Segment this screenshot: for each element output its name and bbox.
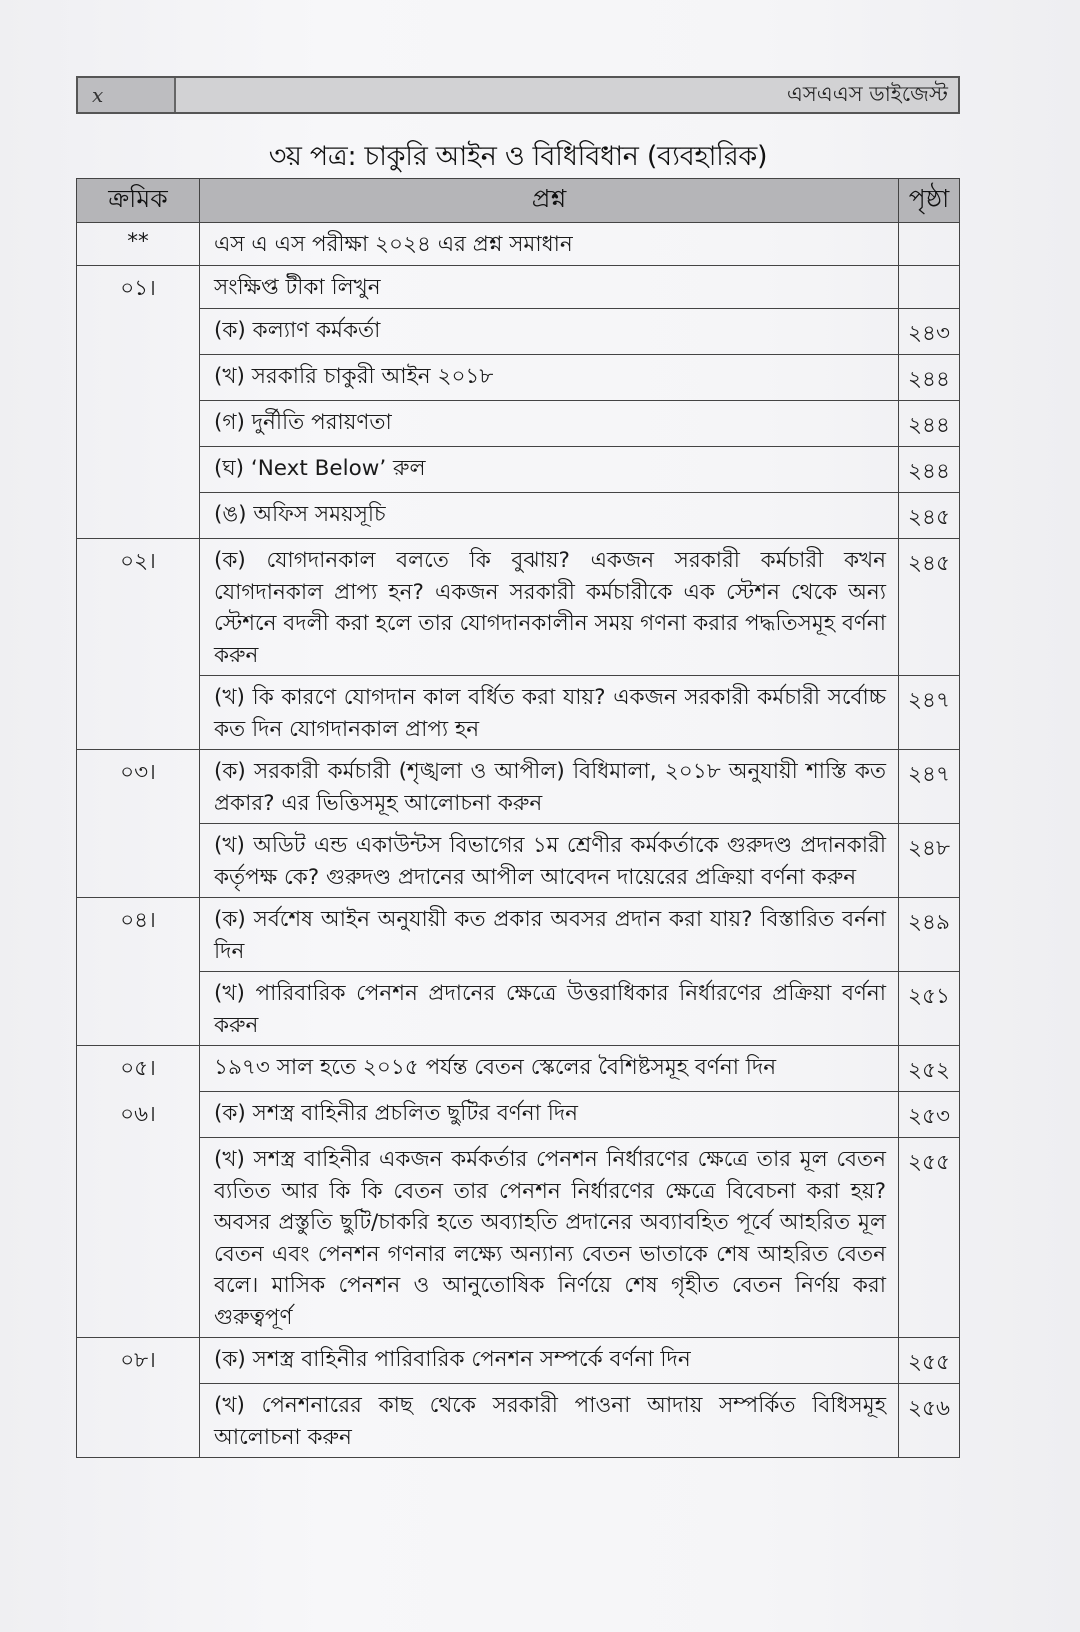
row-serial: ০৪।	[77, 898, 200, 972]
section-title: ৩য় পত্র: চাকুরি আইন ও বিধিবিধান (ব্যবহারিক)	[268, 141, 768, 172]
row-serial: ০৫।	[77, 1046, 200, 1092]
row-serial	[77, 493, 200, 539]
header-question: প্রশ্ন	[200, 179, 899, 223]
row-page: ২৪৭	[899, 750, 960, 824]
row-question: (ঙ) অফিস সময়সূচি	[200, 493, 899, 539]
table-row	[77, 676, 960, 750]
row-serial	[77, 447, 200, 493]
row-serial: ০৮।	[77, 1338, 200, 1384]
row-question: সংক্ষিপ্ত টীকা লিখুন	[200, 265, 899, 309]
table-row	[77, 1338, 960, 1384]
row-page: ২৫৫	[899, 1338, 960, 1384]
row-serial	[77, 972, 200, 1046]
row-page: ২৪৪	[899, 355, 960, 401]
row-question: (খ) পারিবারিক পেনশন প্রদানের ক্ষেত্রে উত্তরাধিকার নির্ধারণের প্রক্রিয়া বর্ণনা করুন	[200, 972, 899, 1046]
book-title: এসএএস ডাইজেস্ট	[786, 81, 948, 106]
running-header	[76, 76, 960, 114]
row-page: ২৫৫	[899, 1138, 960, 1338]
row-serial: **	[77, 223, 200, 266]
row-question: (ক) সশস্ত্র বাহিনীর পারিবারিক পেনশন সম্পর্কে বর্ণনা দিন	[200, 1338, 899, 1384]
row-question: (খ) পেনশনারের কাছ থেকে সরকারী পাওনা আদায় সম্পর্কিত বিধিসমূহ আলোচনা করুন	[200, 1384, 899, 1458]
row-serial: ০২।	[77, 539, 200, 676]
row-question: (ঘ) ‘Next Below’ রুল	[200, 447, 899, 493]
table-row	[77, 401, 960, 447]
row-question: (ক) সশস্ত্র বাহিনীর প্রচলিত ছুটির বর্ণনা দিন	[200, 1092, 899, 1138]
row-question: (ক) সর্বশেষ আইন অনুযায়ী কত প্রকার অবসর প্রদান করা যায়? বিস্তারিত বর্ননা দিন	[200, 898, 899, 972]
row-page: ২৪৪	[899, 401, 960, 447]
row-page	[899, 265, 960, 309]
row-serial: ০৩।	[77, 750, 200, 824]
table-row	[77, 898, 960, 972]
contents-table	[76, 178, 960, 1458]
table-row	[77, 972, 960, 1046]
row-question: ১৯৭৩ সাল হতে ২০১৫ পর্যন্ত বেতন স্কেলের বৈশিষ্টসমূহ বর্ণনা দিন	[200, 1046, 899, 1092]
row-serial	[77, 1384, 200, 1458]
table-row	[77, 539, 960, 676]
table-row	[77, 824, 960, 898]
header-page: পৃষ্ঠা	[899, 179, 960, 223]
row-serial	[77, 824, 200, 898]
row-question: এস এ এস পরীক্ষা ২০২৪ এর প্রশ্ন সমাধান	[200, 223, 899, 266]
page-number: x	[78, 78, 176, 112]
table-row	[77, 1384, 960, 1458]
row-page: ২৫৬	[899, 1384, 960, 1458]
row-page: ২৫১	[899, 972, 960, 1046]
table-row	[77, 493, 960, 539]
row-serial	[77, 401, 200, 447]
row-question: (ক) কল্যাণ কর্মকর্তা	[200, 309, 899, 355]
table-row	[77, 750, 960, 824]
row-page	[899, 223, 960, 266]
row-serial: ০১।	[77, 265, 200, 309]
row-page: ২৪৪	[899, 447, 960, 493]
table-row	[77, 447, 960, 493]
header-serial: ক্রমিক	[77, 179, 200, 223]
row-page: ২৪৩	[899, 309, 960, 355]
row-page: ২৪৯	[899, 898, 960, 972]
row-page: ২৪৫	[899, 493, 960, 539]
table-row	[77, 1092, 960, 1138]
row-page: ২৪৮	[899, 824, 960, 898]
table-row	[77, 1046, 960, 1092]
table-row	[77, 223, 960, 266]
row-question: (খ) সশস্ত্র বাহিনীর একজন কর্মকর্তার পেনশন নির্ধারণের ক্ষেত্রে তার মূল বেতন ব্যতিত আর কি কি বেতন তার পেনশন নির্ধারণের ক্ষেত্রে বিবেচনা করা হয়? অবসর প্রস্তুতি ছুটি/চাকরি হতে অব্যাহতি প্রদানের অব্যাবহিত পূর্বে আহরিত মূল বেতন এবং পেনশন গণনার লক্ষ্যে অন্যান্য বেতন ভাতাকে শেষ আহরিত বেতন বলে। মাসিক পেনশন ও আনুতোষিক নির্ণয়ে শেষ গৃহীত বেতন নির্ণয় করা গুরুত্বপূর্ণ	[200, 1138, 899, 1338]
table-row	[77, 1138, 960, 1338]
row-serial	[77, 309, 200, 355]
row-question: (খ) সরকারি চাকুরী আইন ২০১৮	[200, 355, 899, 401]
row-question: (গ) দুর্নীতি পরায়ণতা	[200, 401, 899, 447]
row-serial: ০৬।	[77, 1092, 200, 1138]
row-page: ২৪৫	[899, 539, 960, 676]
table-row	[77, 309, 960, 355]
table-header-row	[77, 179, 960, 223]
row-question: (ক) সরকারী কর্মচারী (শৃঙ্খলা ও আপীল) বিধিমালা, ২০১৮ অনুযায়ী শাস্তি কত প্রকার? এর ভিত্তিসমূহ আলোচনা করুন	[200, 750, 899, 824]
row-serial	[77, 676, 200, 750]
table-row	[77, 355, 960, 401]
row-serial	[77, 1138, 200, 1338]
row-page: ২৫২	[899, 1046, 960, 1092]
row-serial	[77, 355, 200, 401]
row-question: (ক) যোগদানকাল বলতে কি বুঝায়? একজন সরকারী কর্মচারী কখন যোগদানকাল প্রাপ্য হন? একজন সরকারী কর্মচারীকে এক স্টেশন থেকে অন্য স্টেশনে বদলী করা হলে তার যোগদানকালীন সময় গণনা করার পদ্ধতিসমূহ বর্ণনা করুন	[200, 539, 899, 676]
row-question: (খ) কি কারণে যোগদান কাল বর্ধিত করা যায়? একজন সরকারী কর্মচারী সর্বোচ্চ কত দিন যোগদানকাল প্রাপ্য হন	[200, 676, 899, 750]
row-page: ২৫৩	[899, 1092, 960, 1138]
row-question: (খ) অডিট এন্ড একাউন্টস বিভাগের ১ম শ্রেণীর কর্মকর্তাকে গুরুদণ্ড প্রদানকারী কর্তৃপক্ষ কে? গুরুদণ্ড প্রদানের আপীল আবেদন দায়েরের প্রক্রিয়া বর্ণনা করুন	[200, 824, 899, 898]
row-page: ২৪৭	[899, 676, 960, 750]
table-row	[77, 265, 960, 309]
